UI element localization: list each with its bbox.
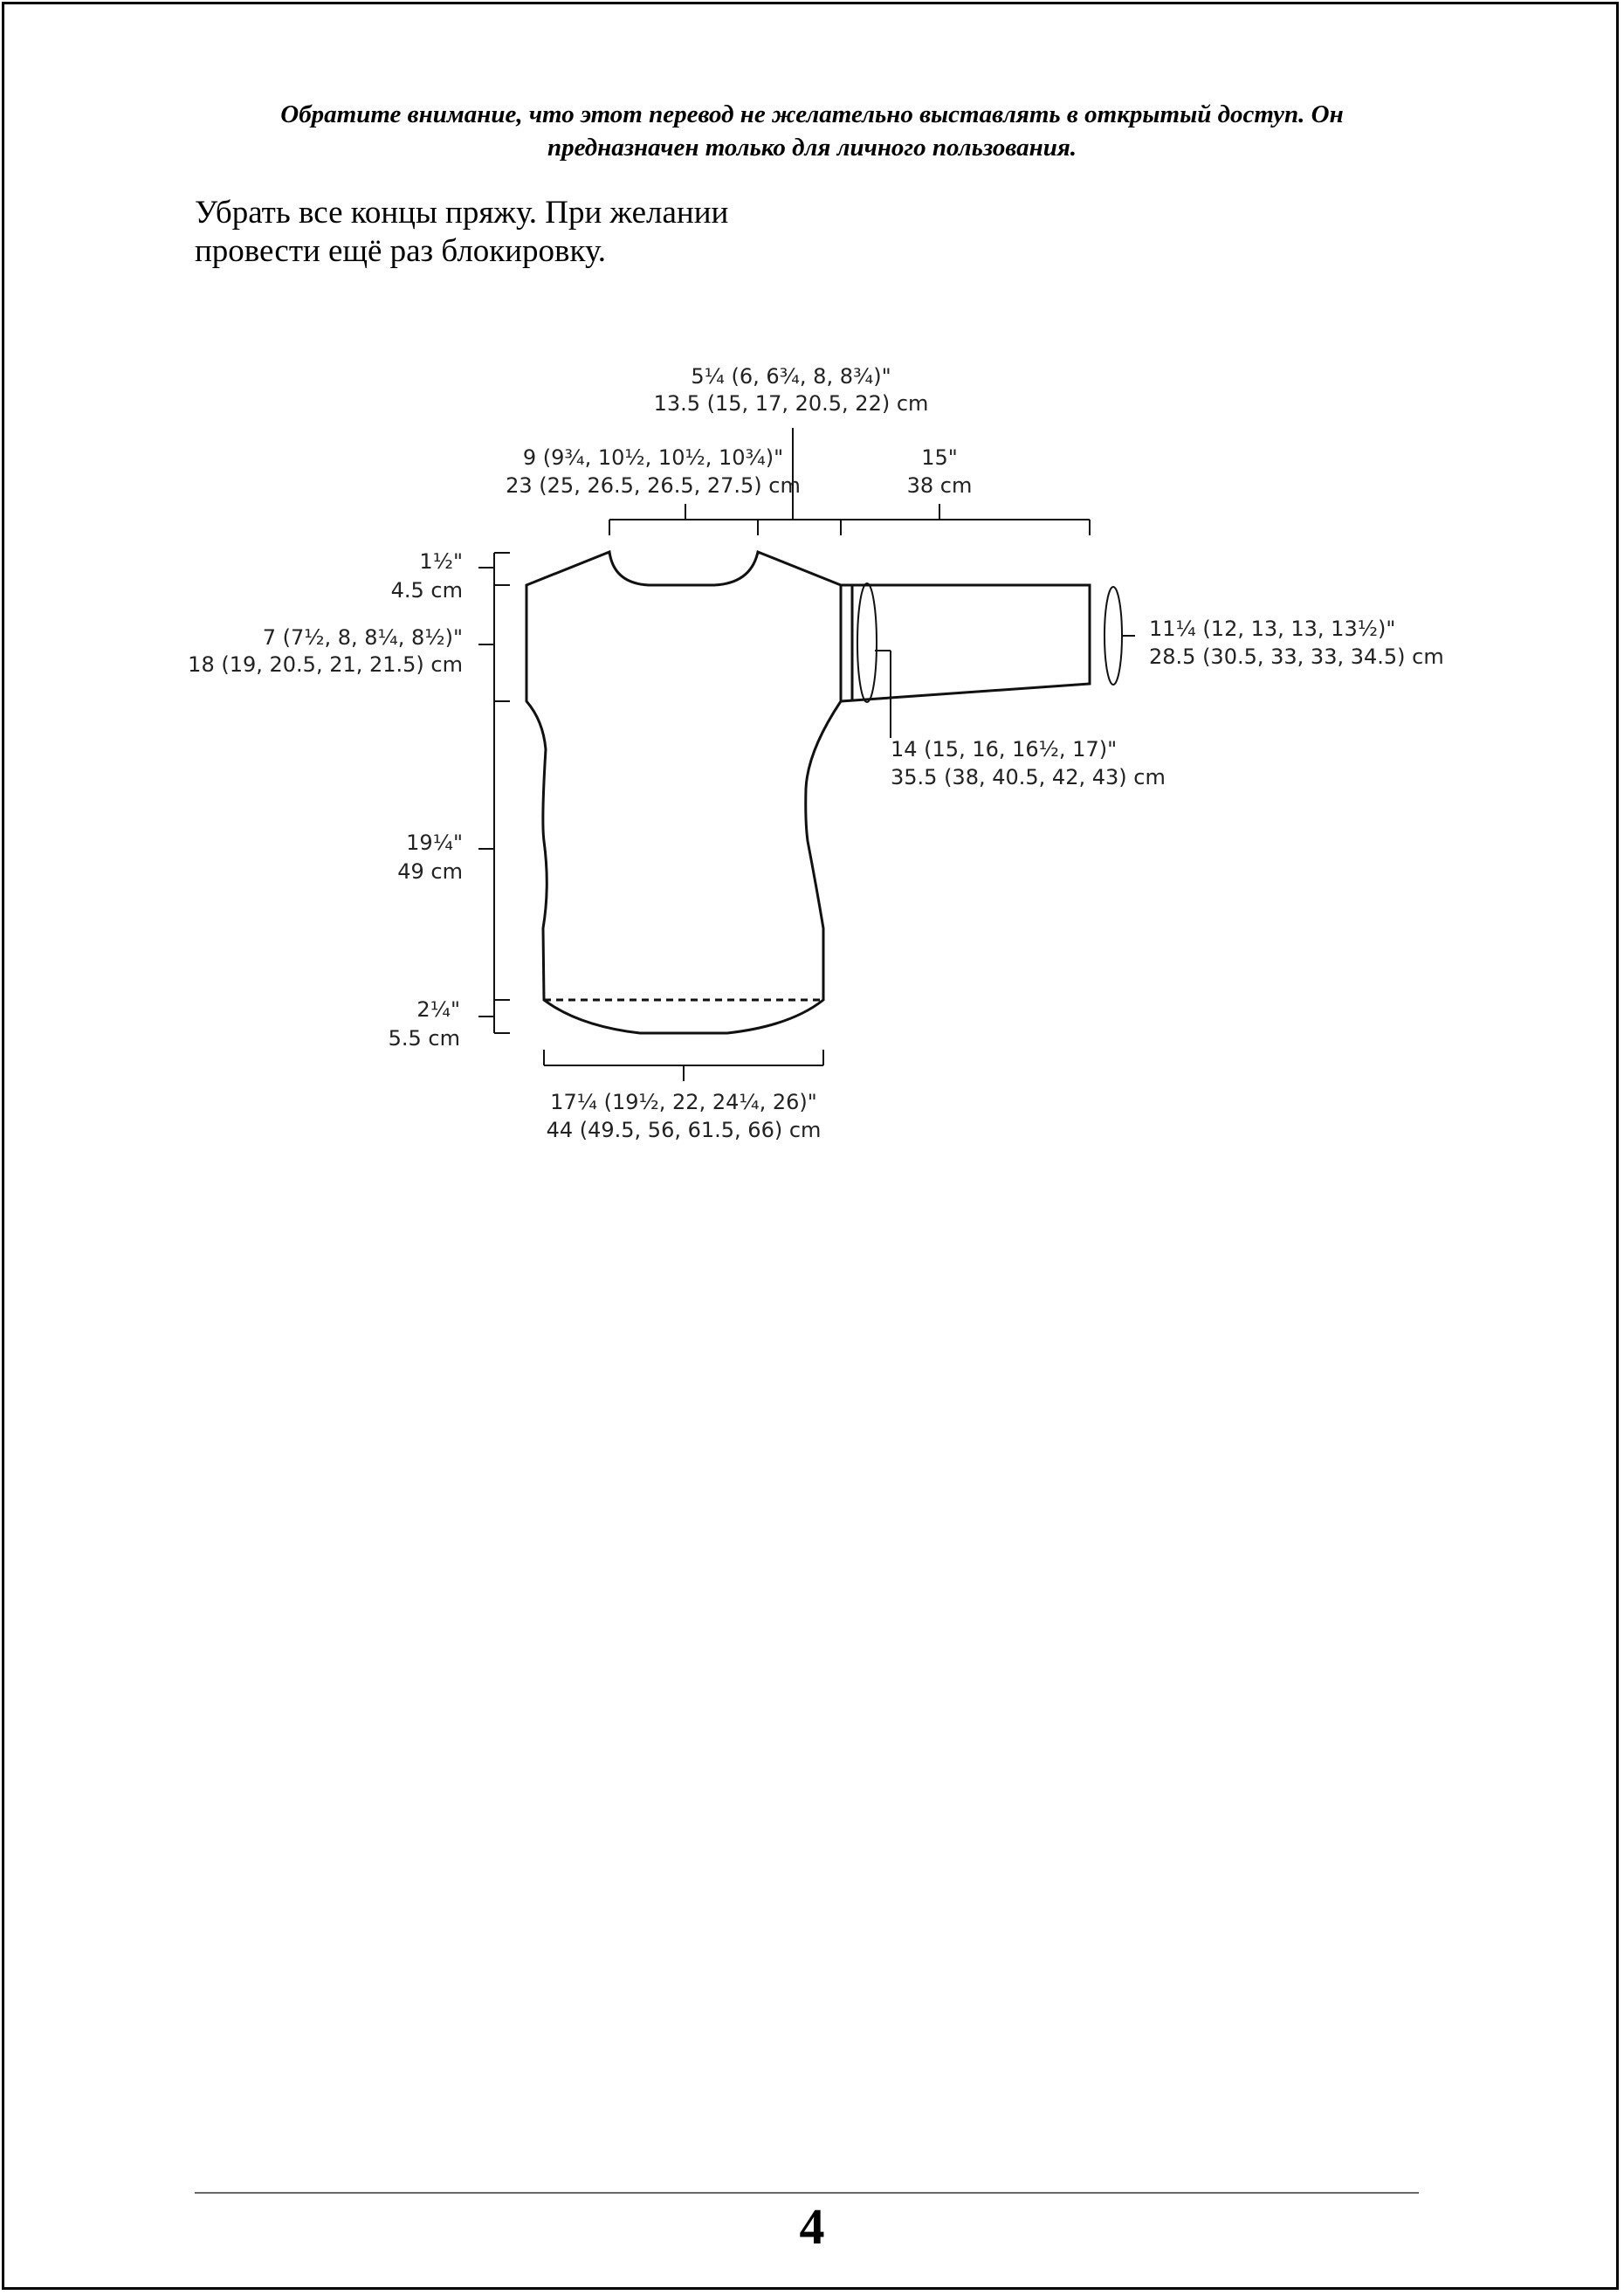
neck-width-in: 5¼ (6, 6¾, 8, 8¾)" [691,364,891,389]
hip-width-cm: 44 (49.5, 56, 61.5, 66) cm [546,1118,822,1142]
page-number: 4 [799,2198,825,2255]
cuff-circ-in: 11¼ (12, 13, 13, 13½)" [1149,617,1396,641]
instruction-line-2: провести ещё раз блокировку. [195,233,607,269]
shoulder-width-in: 9 (9¾, 10½, 10½, 10¾)" [522,445,784,470]
body-length-in: 19¼" [406,830,463,855]
cuff-ellipse [1104,587,1122,685]
hem-depth-in: 2¼" [416,997,460,1022]
hip-width-in: 17¼ (19½, 22, 24¼, 26)" [550,1090,817,1114]
upper-arm-circ-in: 14 (15, 16, 16½, 17)" [891,737,1118,762]
body-outline [526,552,841,1033]
instruction-line-1: Убрать все концы пряжу. При желании [195,195,729,231]
armhole-depth-in: 7 (7½, 8, 8¼, 8½)" [262,625,463,650]
neck-depth-in: 1½" [419,549,463,574]
sleeve-length-in: 15" [921,445,958,470]
body-length-cm: 49 cm [397,859,463,884]
neck-width-cm: 13.5 (15, 17, 20.5, 22) cm [653,391,929,416]
sleeve-length-cm: 38 cm [906,473,973,498]
upper-arm-ellipse [857,583,877,702]
notice-line-2: предназначен только для личного пользования. [547,134,1077,162]
upper-arm-circ-cm: 35.5 (38, 40.5, 42, 43) cm [891,765,1166,789]
sleeve-outline [841,585,1090,701]
cuff-circ-cm: 28.5 (30.5, 33, 33, 34.5) cm [1149,644,1444,669]
hem-depth-cm: 5.5 cm [388,1026,460,1051]
armhole-depth-cm: 18 (19, 20.5, 21, 21.5) cm [188,652,463,677]
shoulder-width-cm: 23 (25, 26.5, 26.5, 27.5) cm [506,473,801,498]
neck-depth-cm: 4.5 cm [390,578,463,603]
notice-line-1: Обратите внимание, что этот перевод не желательно выставлять в открытый доступ. Он [280,100,1344,128]
